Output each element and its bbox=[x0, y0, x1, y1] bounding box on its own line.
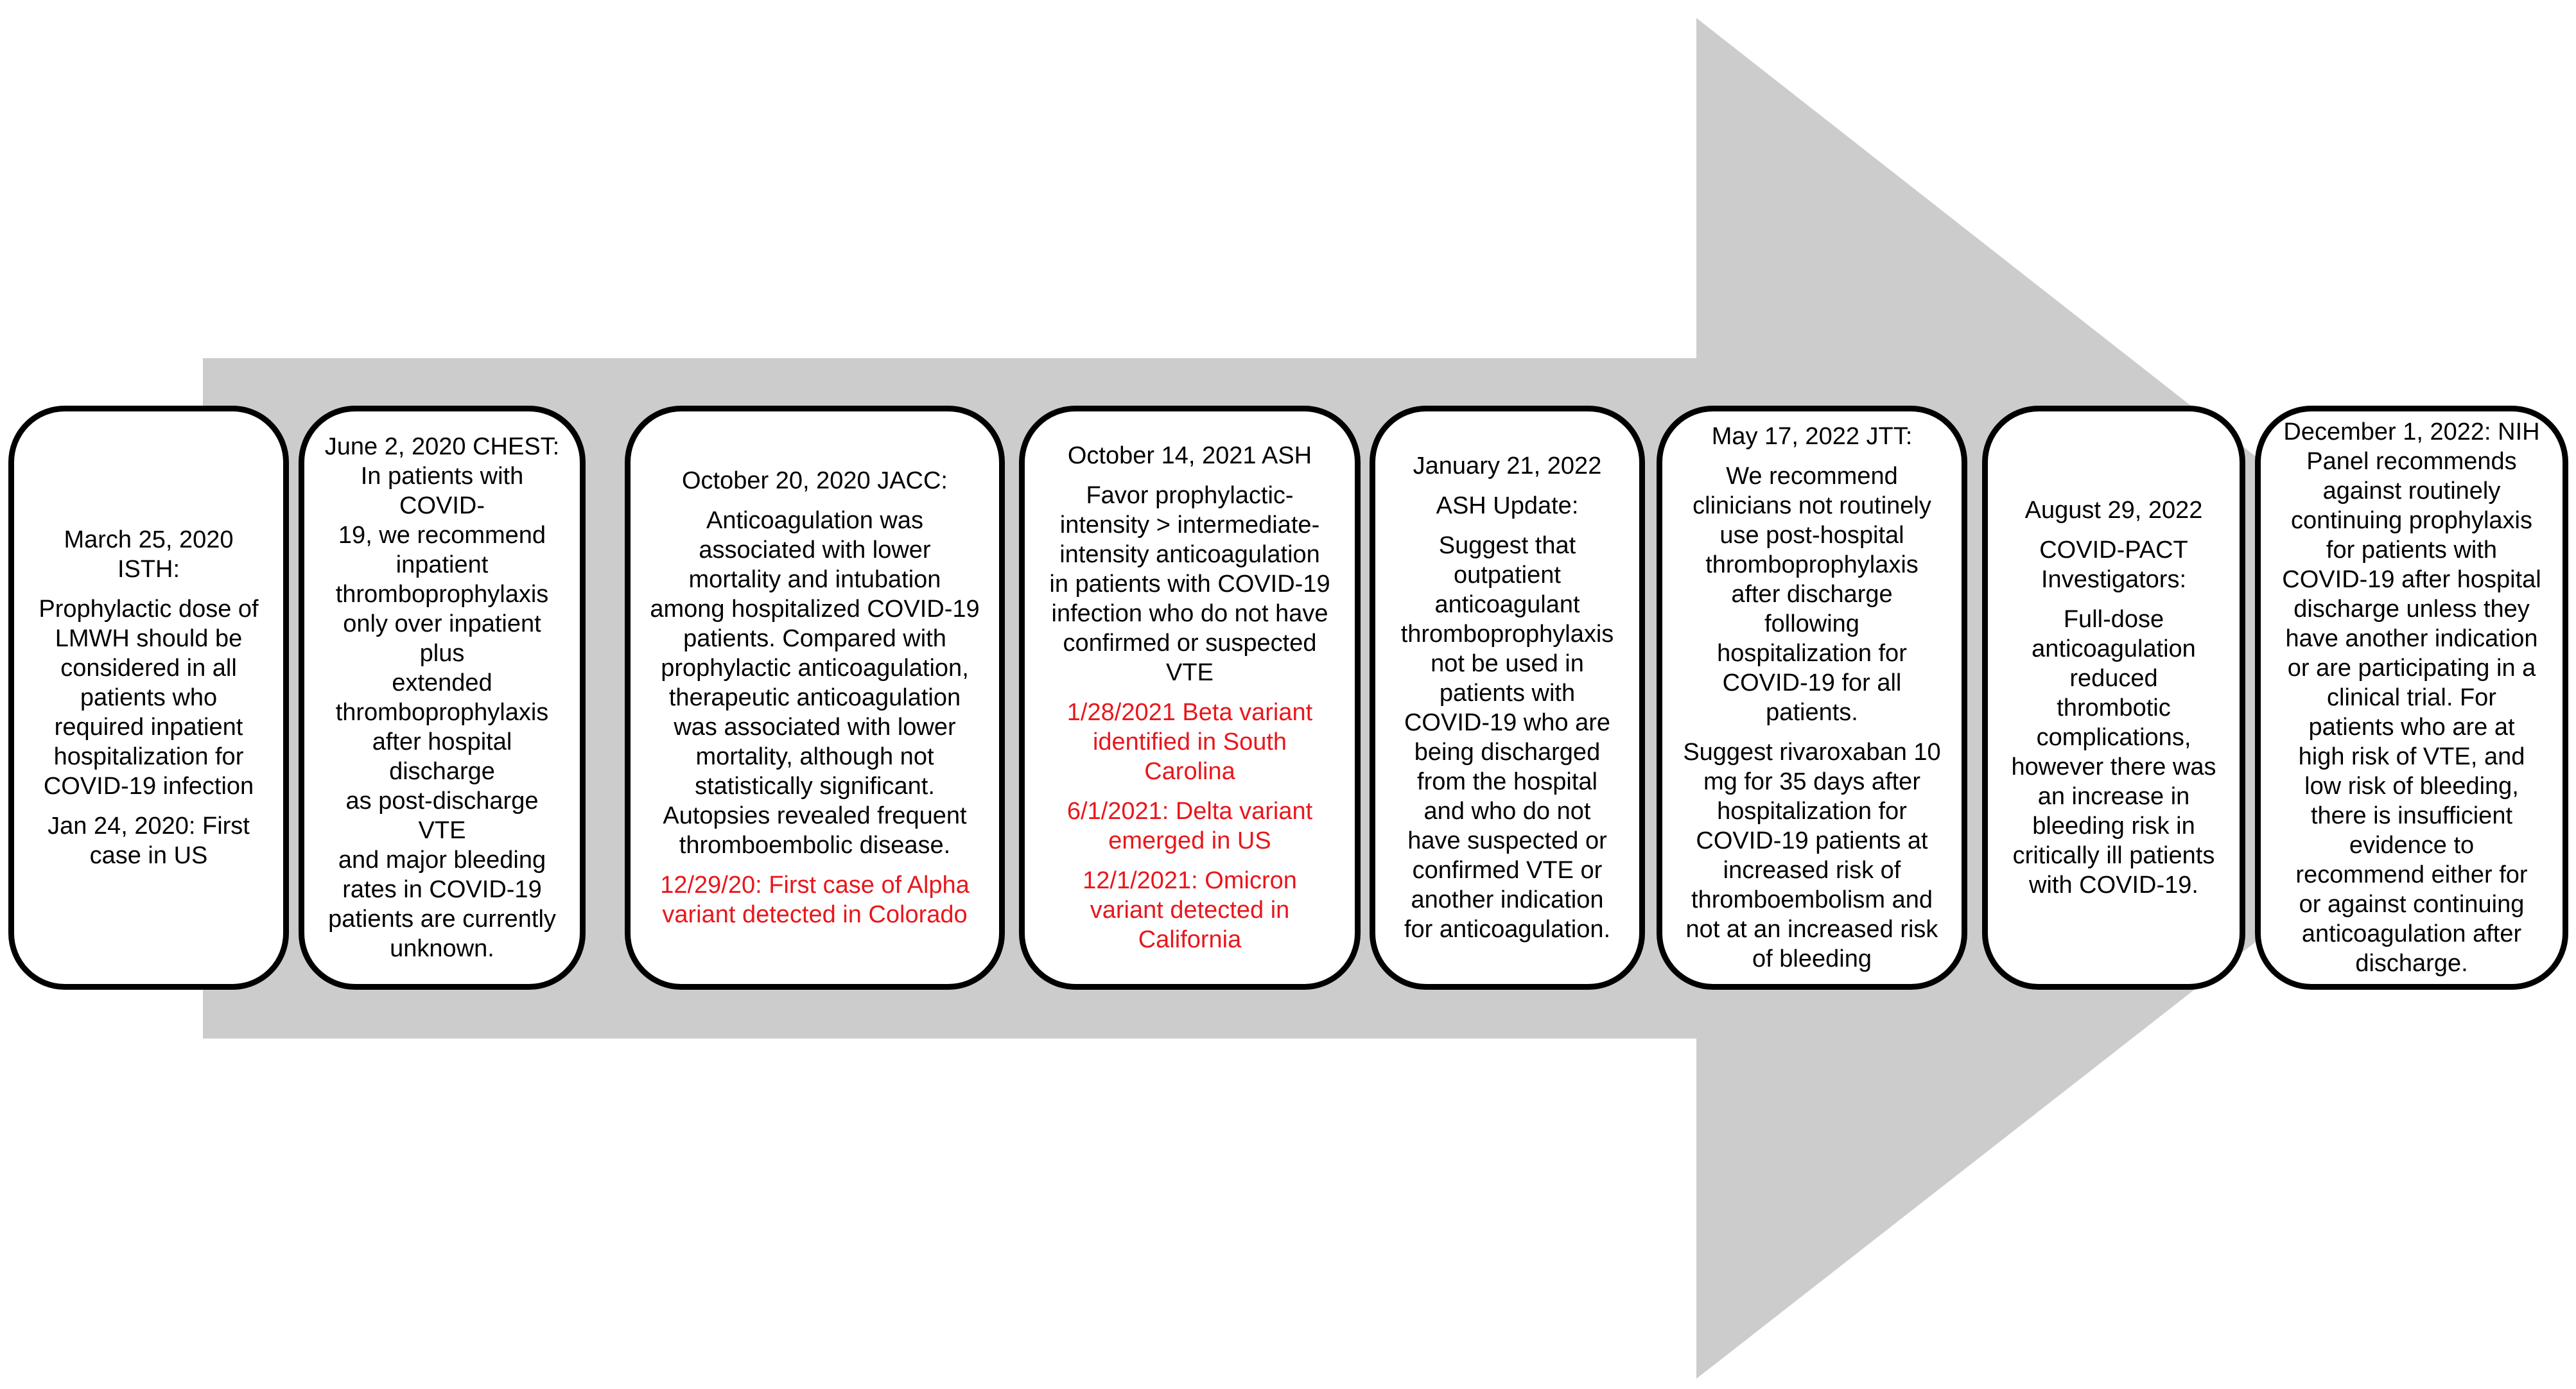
timeline-box-ash-2021 bbox=[1019, 406, 1361, 990]
box-heading: ASH Update: bbox=[1436, 492, 1579, 519]
timeline-box-isth-2020 bbox=[8, 406, 289, 990]
box-heading: January 21, 2022 bbox=[1413, 453, 1602, 479]
box-heading: COVID-PACT Investigators: bbox=[2039, 537, 2188, 593]
timeline-box-chest-2020 bbox=[299, 406, 586, 990]
variant-note: 1/28/2021 Beta variant identified in South Carolina bbox=[1066, 699, 1313, 785]
timeline-box-ash-update-2022 bbox=[1370, 406, 1645, 990]
variant-note: 12/29/20: First case of Alpha variant detected in Colorado bbox=[660, 872, 970, 928]
timeline-box-jacc-2020 bbox=[625, 406, 1005, 990]
box-text: We recommend clinicians not routinely use post-hospital thromboprophylaxis after discharge following hospitalization for COVID-19 for all patients. bbox=[1693, 463, 1931, 726]
timeline-box-covid-pact-2022 bbox=[1982, 406, 2245, 990]
box-heading: August 29, 2022 bbox=[2024, 497, 2203, 524]
box-heading: October 14, 2021 ASH bbox=[1067, 442, 1312, 469]
box-text: June 2, 2020 CHEST: In patients with COVID- 19, we recommend inpatient thromboprophylaxis only over inpatient plus extended thromboprophylaxis after hospital discharge as post-discharge VTE and major bleeding rates in COVID-19 patients are currently unknown. bbox=[324, 433, 560, 962]
variant-note: 6/1/2021: Delta variant emerged in US bbox=[1066, 798, 1313, 854]
box-text: Anticoagulation was associated with lower mortality and intubation among hospitalized COVID-19 patients. Compared with prophylactic anticoagulation, therapeutic anticoagulation was associated with lower mortality, although not statistically significant. Autopsies revealed frequent thromboembolic disease. bbox=[650, 507, 980, 859]
box-text: Suggest that outpatient anticoagulant thromboprophylaxis not be used in patients with COVID-19 who are being discharged from the hospital and who do not have suspected or confirmed VTE or another indication for anticoagulation. bbox=[1400, 532, 1614, 943]
box-text: Favor prophylactic- intensity > intermediate- intensity anticoagulation in patients with COVID-19 infection who do not have confirmed or suspected VTE bbox=[1049, 482, 1330, 686]
timeline-box-nih-2022 bbox=[2255, 406, 2568, 990]
box-text: Prophylactic dose of LMWH should be considered in all patients who required inpatient hospitalization for COVID-19 infection bbox=[39, 596, 259, 800]
timeline-box-jtt-2022 bbox=[1657, 406, 1967, 990]
box-text: Jan 24, 2020: First case in US bbox=[48, 813, 250, 869]
variant-note: 12/1/2021: Omicron variant detected in California bbox=[1083, 867, 1297, 953]
box-text: Full-dose anticoagulation reduced thrombotic complications, however there was an increase in bleeding risk in critically ill patients with COVID-19. bbox=[2011, 606, 2216, 899]
box-text: December 1, 2022: NIH Panel recommends against routinely continuing prophylaxis for patients with COVID-19 after hospital discharge unless they have another indication or are participating in a clinical trial. For patients who are at high risk of VTE, and low risk of bleeding, there is insufficient evidence to recommend either for or against continuing anticoagulation after discharge. bbox=[2282, 418, 2541, 977]
box-heading: March 25, 2020 ISTH: bbox=[64, 526, 234, 583]
box-heading: October 20, 2020 JACC: bbox=[682, 467, 948, 494]
box-text: Suggest rivaroxaban 10 mg for 35 days after hospitalization for COVID-19 patients at increased risk of thromboembolism and not at an increased risk of bleeding bbox=[1683, 739, 1941, 972]
box-heading: May 17, 2022 JTT: bbox=[1711, 423, 1913, 450]
